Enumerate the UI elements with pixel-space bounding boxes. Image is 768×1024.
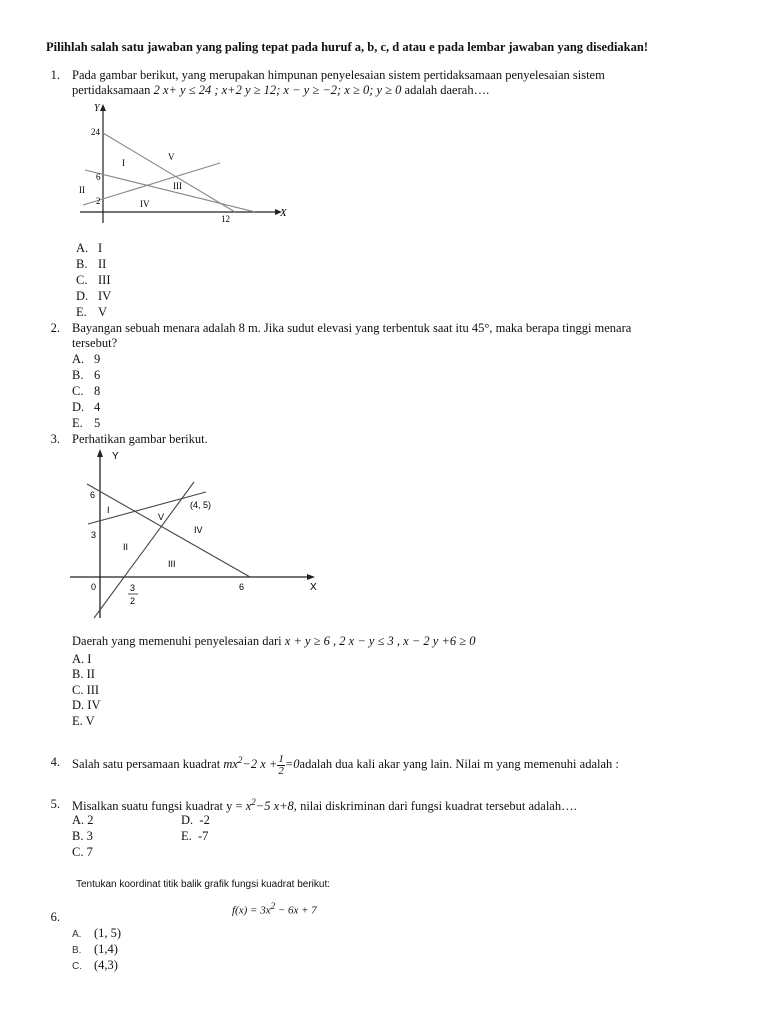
q5-option-c[interactable]: C. 7 — [72, 845, 93, 859]
q1-tick-12: 12 — [221, 214, 230, 224]
q5-suffix: nilai diskriminan dari fungsi kuadrat tersebut adalah…. — [300, 799, 577, 814]
q4-number: 4. — [50, 755, 60, 769]
q3-prompt — [72, 634, 476, 649]
q5-text — [72, 797, 577, 814]
q1-tick-2: 2 — [96, 196, 101, 206]
q5-option-a[interactable]: A. 2 — [72, 813, 94, 827]
q3-region-V: V — [158, 512, 165, 522]
q3-tick-6y: 6 — [90, 490, 96, 500]
q5-prefix: Misalkan suatu fungsi kuadrat y = — [72, 799, 243, 814]
q1-option-b[interactable]: B. II — [76, 257, 107, 271]
q1-region-IV: IV — [140, 199, 150, 209]
q5-option-b[interactable]: B. 3 — [72, 829, 93, 843]
q1-graph — [70, 100, 310, 232]
q3-option-c[interactable]: C. III — [72, 683, 100, 697]
q2-option-a[interactable]: A. 9 — [72, 352, 101, 366]
q1-tick-24: 24 — [91, 127, 100, 137]
q3-x-label: X — [310, 582, 317, 593]
q3-option-b[interactable]: B. II — [72, 667, 95, 681]
q1-tick-6: 6 — [96, 172, 101, 182]
q3-option-e[interactable]: E. V — [72, 714, 95, 728]
q3-x-arrow-icon — [307, 574, 315, 580]
q6-option-b[interactable]: B. (1,4) — [72, 942, 118, 956]
q4-suffix: adalah dua kali akar yang lain. Nilai m yang memenuhi adalah : — [299, 757, 619, 772]
q2-text-line2: tersebut? — [72, 336, 118, 350]
q3-text-line1: Perhatikan gambar berikut. — [72, 432, 208, 446]
q6-option-a[interactable]: A. (1, 5) — [72, 926, 122, 940]
q1-option-a[interactable]: A. I — [76, 241, 103, 255]
q3-point-label: (4, 5) — [190, 500, 212, 510]
q3-graph — [62, 446, 342, 626]
q1-region-III: III — [173, 181, 182, 191]
q1-line-2x-y-24 — [103, 133, 235, 212]
q6-formula: $f(x) = 3x^2 - 6x + 7$ — [232, 901, 317, 917]
q3-tick-0: 0 — [91, 582, 97, 592]
q3-frac-num: 3 — [130, 583, 136, 593]
q3-tick-3: 3 — [91, 530, 97, 540]
q3-region-II: II — [123, 542, 129, 552]
q1-line2-suffix: adalah daerah…. — [404, 83, 490, 97]
q3-option-a[interactable]: A. I — [72, 652, 92, 666]
q5-function: $x^2-5$ x+8, — [245, 797, 297, 814]
q6-header: Tentukan koordinat titik balik grafik fungsi kuadrat berikut: — [76, 879, 331, 890]
q1-option-d[interactable]: D. IV — [76, 289, 112, 303]
q4-text — [72, 745, 619, 779]
q1-line-x-2y-12 — [85, 170, 255, 212]
q1-option-c[interactable]: C. III — [76, 273, 111, 287]
q2-option-e[interactable]: E. 5 — [72, 416, 101, 430]
q4-fraction: $\frac{1}{2}$ — [278, 752, 284, 777]
q1-region-I: I — [122, 158, 125, 168]
q3-region-I: I — [107, 505, 110, 515]
q3-y-arrow-icon — [97, 449, 103, 457]
q1-line2-prefix: pertidaksamaan — [72, 83, 151, 97]
q3-line-x-2y-6 — [88, 492, 206, 524]
q5-option-d[interactable]: D. -2 — [181, 813, 210, 827]
q3-line-2x-y-3 — [94, 482, 194, 618]
q1-number: 1. — [50, 68, 60, 82]
q3-frac-den: 2 — [130, 596, 136, 606]
q3-option-d[interactable]: D. IV — [72, 698, 101, 712]
q3-tick-6x: 6 — [239, 582, 245, 592]
instruction-heading: Pilihlah salah satu jawaban yang paling tepat pada huruf a, b, c, d atau e pada lembar jawaban yang disediakan! — [46, 40, 648, 54]
q6-option-c[interactable]: C. (4,3) — [72, 958, 118, 972]
q1-y-arrow-icon — [100, 104, 106, 111]
q5-option-e[interactable]: E. -7 — [181, 829, 209, 843]
q2-number: 2. — [50, 321, 60, 335]
q1-y-label: Y — [94, 103, 100, 114]
q3-region-III: III — [168, 559, 176, 569]
q4-prefix: Salah satu persamaan kuadrat — [72, 757, 221, 772]
q1-text-line2 — [72, 83, 489, 98]
q6-number: 6. — [50, 910, 60, 924]
q3-inequalities: x + y ≥ 6 , 2 x − y ≤ 3 , x − 2 y +6 ≥ 0 — [284, 634, 476, 648]
q2-option-b[interactable]: B. 6 — [72, 368, 101, 382]
q3-number: 3. — [50, 432, 60, 446]
q1-region-II: II — [79, 185, 85, 195]
q1-text-line1: Pada gambar berikut, yang merupakan himpunan penyelesaian sistem pertidaksamaan penyelesaian sistem — [72, 68, 605, 82]
q3-region-IV: IV — [194, 525, 203, 535]
q1-x-label: X — [280, 207, 287, 219]
q2-text-line1: Bayangan sebuah menara adalah 8 m. Jika sudut elevasi yang terbentuk saat itu 45°, maka berapa tinggi menara — [72, 321, 632, 335]
q1-inequalities: 2 x+ y ≤ 24 ; x+2 y ≥ 12; x − y ≥ −2; x ≥ 0; y ≥ 0 — [153, 83, 402, 97]
q1-option-e[interactable]: E. V — [76, 305, 108, 319]
q1-region-V: V — [168, 152, 175, 162]
q5-number: 5. — [50, 797, 60, 811]
q3-prompt-prefix: Daerah yang memenuhi penyelesaian dari — [72, 634, 282, 648]
q3-y-label: Y — [112, 451, 119, 462]
q2-option-c[interactable]: C. 8 — [72, 384, 101, 398]
q2-option-d[interactable]: D. 4 — [72, 400, 101, 414]
q4-equation: $mx^2-2$ x + $\frac{1}{2}$ =0 — [223, 752, 300, 777]
